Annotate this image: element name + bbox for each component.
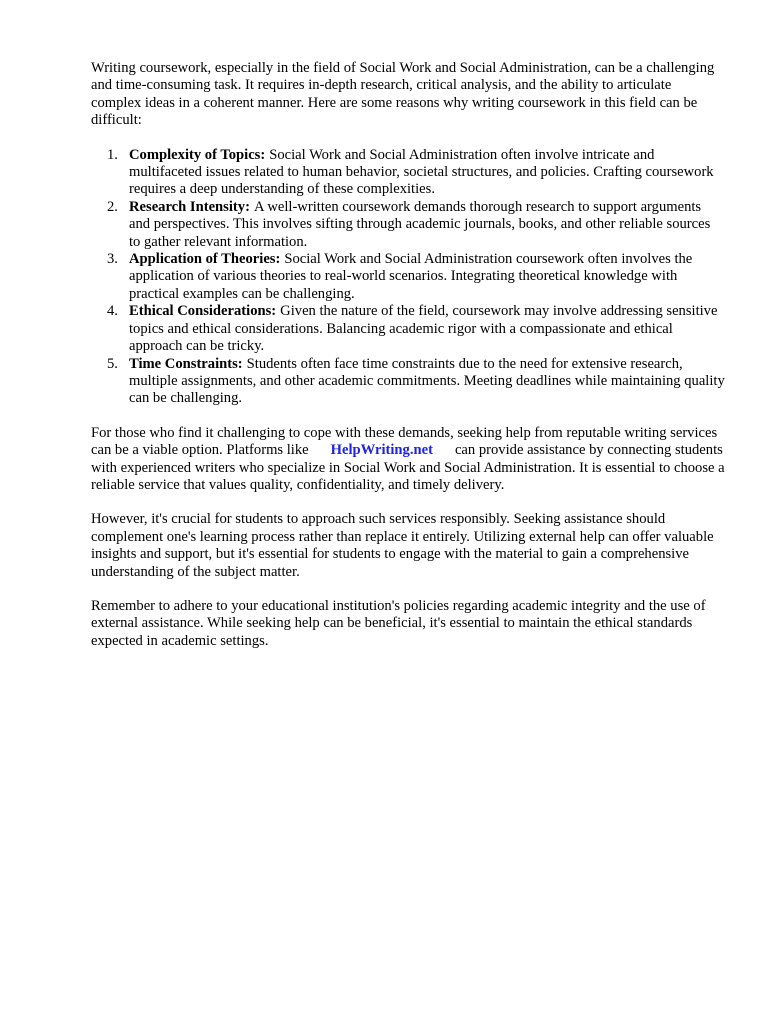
help-paragraph <box>91 425 725 495</box>
document-page <box>91 60 725 667</box>
list-item-term: Time Constraints: <box>129 355 243 372</box>
list-item-term: Application of Theories: <box>129 251 281 268</box>
help-paragraph-after: can provide assistance by connecting students with experienced writers who specialize in Social Work and Social Administration. It is essential to choose a reliable service that values quality, confidentiality, and timely delivery. <box>91 442 725 493</box>
list-number: 5. <box>107 355 118 372</box>
list-item <box>107 146 725 199</box>
list-item <box>107 251 725 303</box>
list-item-text: A well-written coursework demands thorough research to support arguments and perspectives. This involves sifting through academic journals, books, and other reliable sources to gather relevant information. <box>129 198 711 250</box>
list-item-text: Given the nature of the field, coursework may involve addressing sensitive topics and ethical considerations. Balancing academic rigor with a compassionate and ethical approach can be tricky. <box>129 303 718 355</box>
list-item <box>107 355 725 408</box>
list-item-text: Students often face time constraints due to the need for extensive research, multiple assignments, and other academic commitments. Meeting deadlines while maintaining quality can be challenging. <box>129 355 725 407</box>
list-item-text: Social Work and Social Administration coursework often involves the application of various theories to real-world scenarios. Integrating theoretical knowledge with practical examples can be challenging. <box>129 251 693 302</box>
list-number: 1. <box>107 146 118 163</box>
list-item-term: Ethical Considerations: <box>129 303 277 320</box>
helpwriting-link[interactable]: HelpWriting.net <box>330 442 433 459</box>
help-paragraph-before: For those who find it challenging to cope with these demands, seeking help from reputable writing services can be a viable option. Platforms like <box>91 424 718 459</box>
closing-paragraph: Remember to adhere to your educational institution's policies regarding academic integrity and the use of external assistance. While seeking help can be beneficial, it's essential to maintain the ethical standards expected in academic settings. <box>91 597 706 649</box>
list-number: 4. <box>107 303 118 320</box>
intro-paragraph: Writing coursework, especially in the field of Social Work and Social Administration, can be a challenging and time-consuming task. It requires in-depth research, critical analysis, and the ability to articulate complex ideas in a coherent manner. Here are some reasons why writing coursework in this field can be difficult: <box>91 60 715 129</box>
reasons-list <box>91 147 725 408</box>
responsibility-paragraph: However, it's crucial for students to approach such services responsibly. Seeking assistance should complement one's learning process rather than replace it entirely. Utilizing external help can offer valuable insights and support, but it's essential for students to engage with the material to gain a comprehensive understanding of the subject matter. <box>91 511 714 580</box>
list-item-term: Research Intensity: <box>129 198 250 215</box>
list-item <box>107 198 725 251</box>
list-item-term: Complexity of Topics: <box>129 146 266 163</box>
list-number: 2. <box>107 198 118 215</box>
list-item <box>107 303 725 355</box>
list-number: 3. <box>107 251 118 268</box>
list-item-text: Social Work and Social Administration often involve intricate and multifaceted issues related to human behavior, societal structures, and policies. Crafting coursework requires a deep understanding of these complexities. <box>129 146 714 198</box>
